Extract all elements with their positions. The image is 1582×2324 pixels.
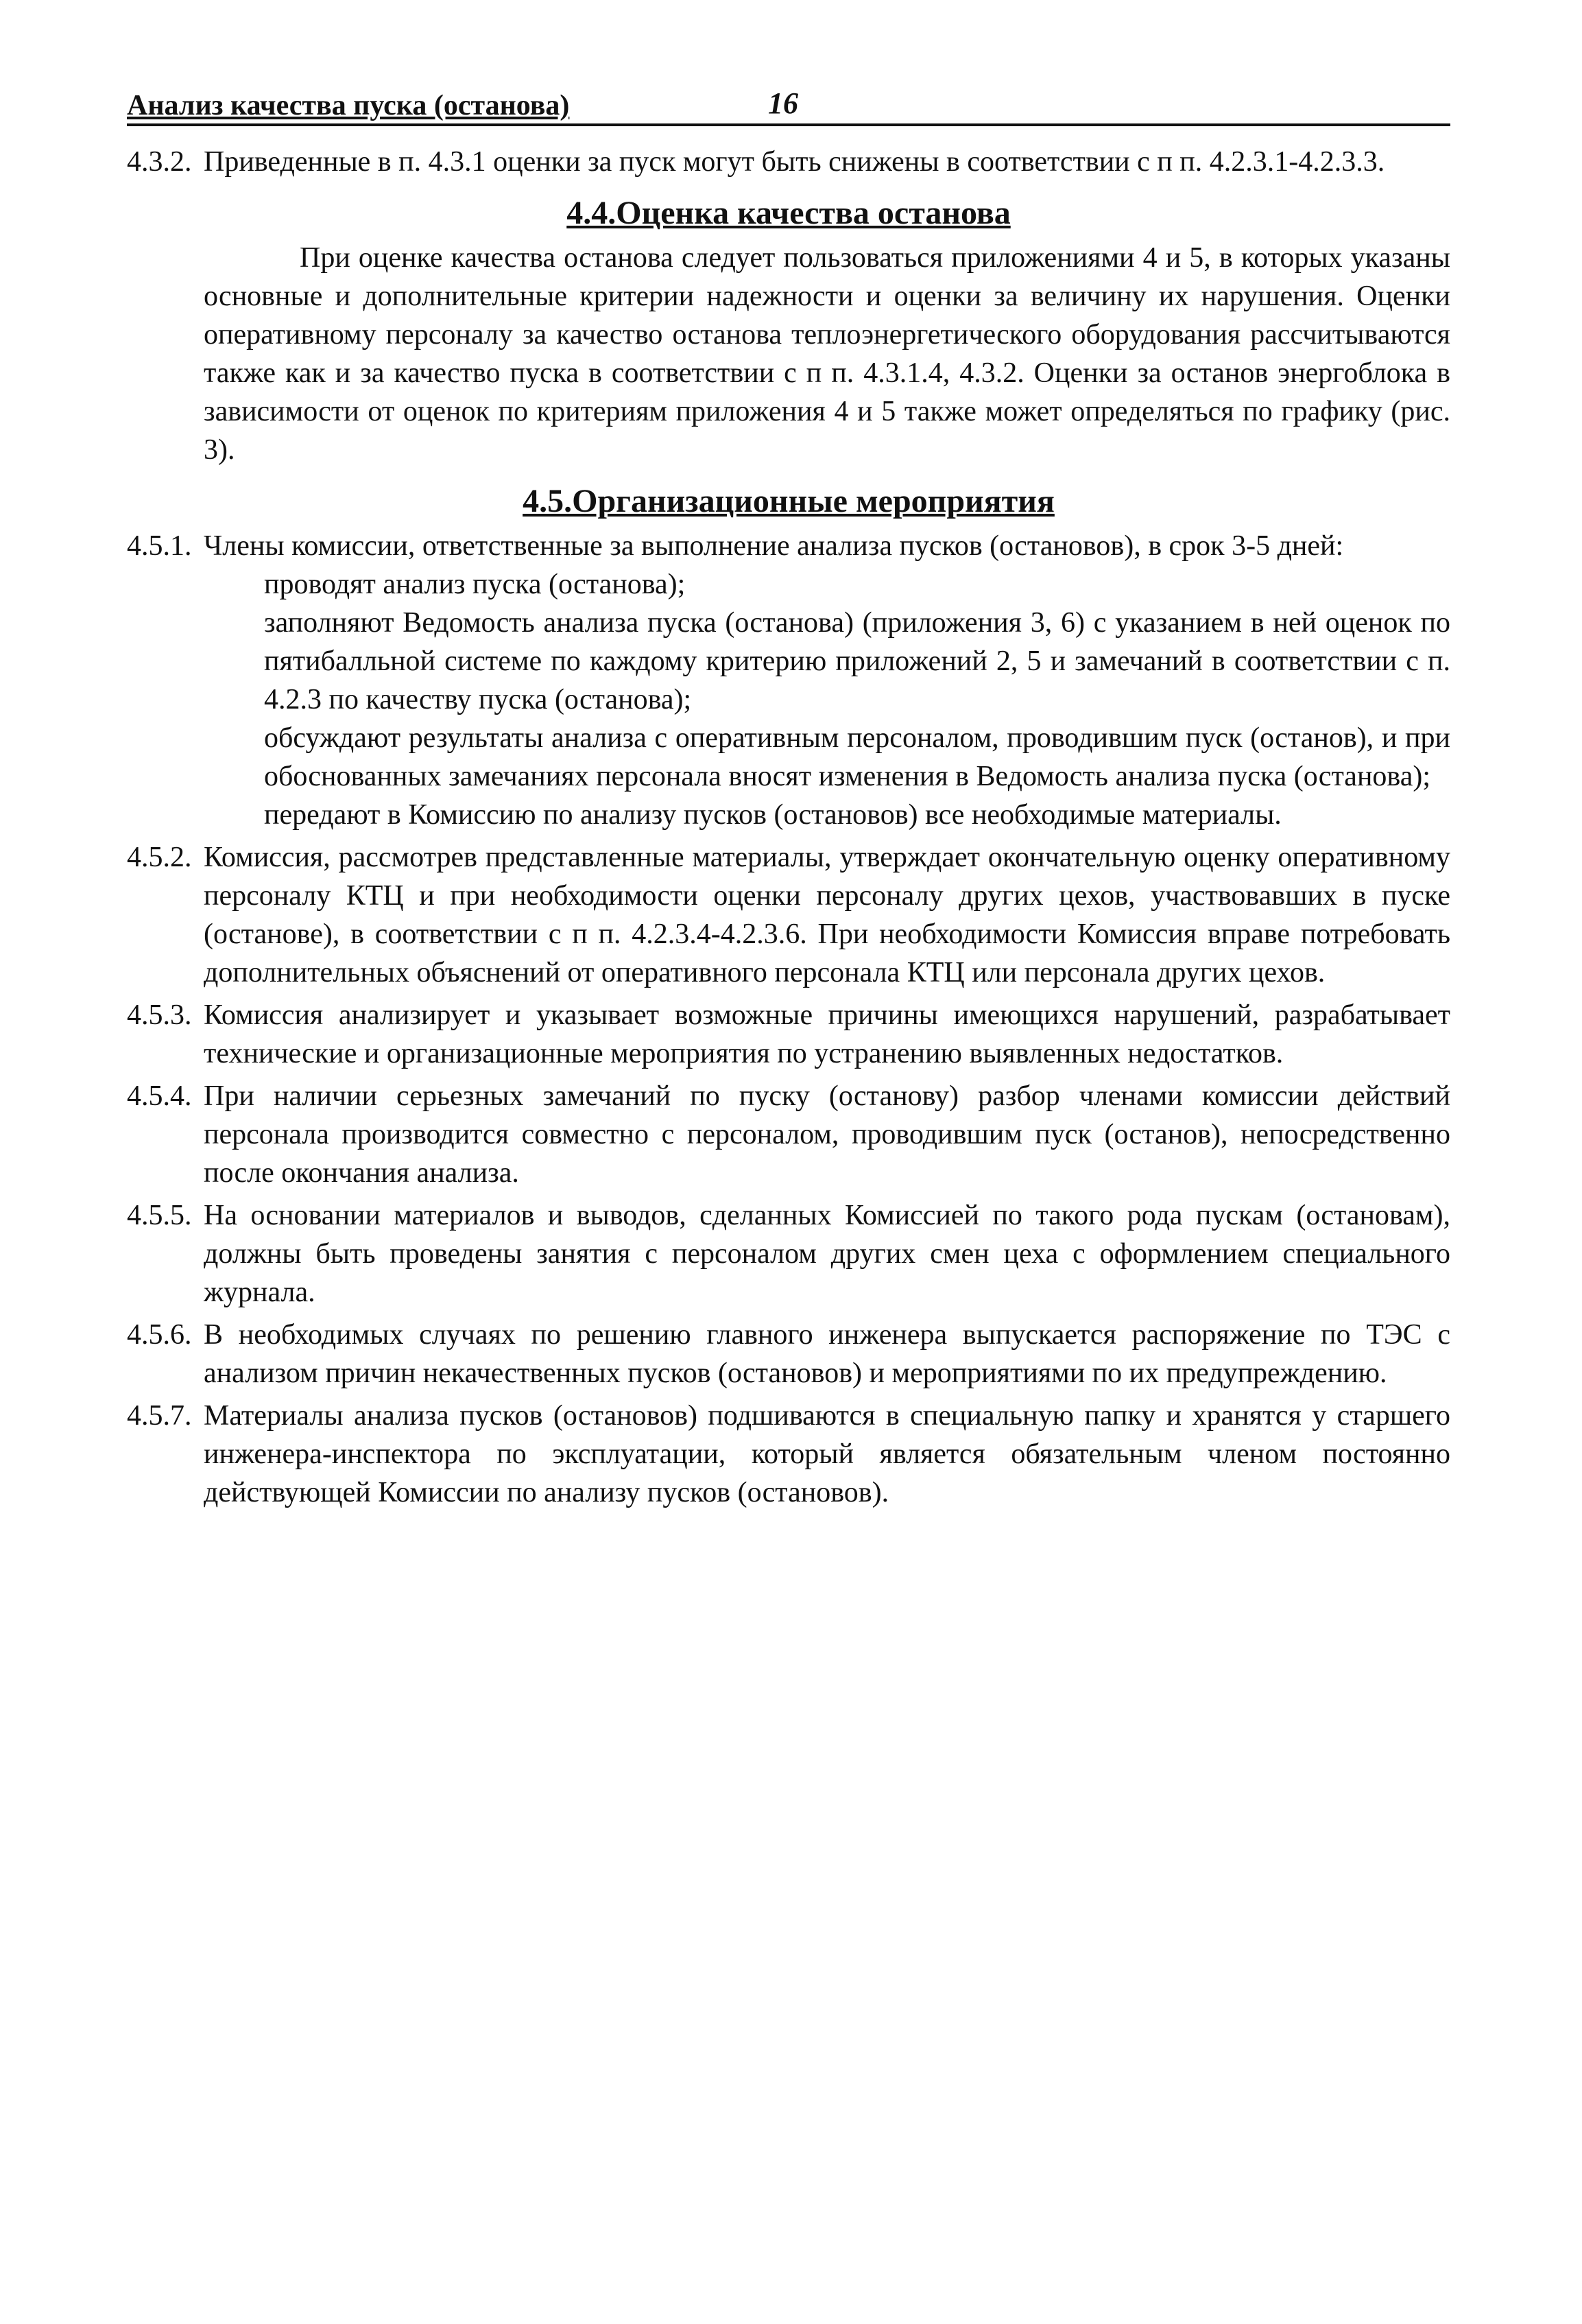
- clause-4-5-1-subitem: заполняют Ведомость анализа пуска (останова) (приложения 3, 6) с указанием в ней оценок по пятибалльной системе по каждому критерию приложений 2, 5 и замечаний в соответствии с п. 4.2.3 по качеству пуска (останова);: [264, 607, 1450, 715]
- clause-4-5-1-subitem: передают в Комиссию по анализу пусков (остановов) все необходимые материалы.: [264, 799, 1282, 831]
- section-heading-4-4: 4.4.Оценка качества останова: [566, 195, 1011, 231]
- clause-text: Материалы анализа пусков (остановов) подшиваются в специальную папку и хранятся у старшего инженера-инспектора по эксплуатации, который является обязательным членом постоянно действующей Комиссии по анализу пусков (остановов).: [204, 1400, 1450, 1508]
- clause-text: Комиссия, рассмотрев представленные материалы, утверждает окончательную оценку оперативному персоналу КТЦ и при необходимости оценки персоналу других цехов, участвовавших в пуске (останове), в соответствии с п п. 4.2.3.4-4.2.3.6. При необходимости Комиссия вправе потребовать дополнительных объяснений от оперативного персонала КТЦ или персонала других цехов.: [204, 842, 1450, 988]
- clause-text: Приведенные в п. 4.3.1 оценки за пуск могут быть снижены в соответствии с п п. 4.2.3.1-4.2.3.3.: [204, 146, 1385, 178]
- clause-4-5-3: [127, 996, 1450, 1073]
- clause-number: 4.3.2.: [127, 146, 192, 178]
- document-body: [127, 143, 1450, 1512]
- clause-4-5-1-subitem: проводят анализ пуска (останова);: [264, 569, 686, 600]
- clause-4-5-6: [127, 1316, 1450, 1392]
- clause-number: 4.5.5.: [127, 1200, 192, 1231]
- clause-text: Члены комиссии, ответственные за выполнение анализа пусков (остановов), в срок 3-5 дней:: [204, 530, 1344, 562]
- clause-text: В необходимых случаях по решению главного инженера выпускается распоряжение по ТЭС с анализом причин некачественных пусков (остановов) и мероприятиями по их предупреждению.: [204, 1319, 1450, 1389]
- page-number: 16: [768, 86, 798, 120]
- clause-text: На основании материалов и выводов, сделанных Комиссией по такого рода пускам (остановам), должны быть проведены занятия с персоналом других смен цеха с оформлением специального журнала.: [204, 1200, 1450, 1308]
- clause-4-3-2: [127, 143, 1450, 181]
- clause-4-5-1-subitem: обсуждают результаты анализа с оперативным персоналом, проводившим пуск (останов), и при обоснованных замечаниях персонала вносят изменения в Ведомость анализа пуска (останова);: [264, 722, 1450, 792]
- clause-text: Комиссия анализирует и указывает возможные причины имеющихся нарушений, разрабатывает технические и организационные мероприятия по устранению выявленных недостатков.: [204, 999, 1450, 1069]
- clause-number: 4.5.2.: [127, 842, 192, 873]
- clause-4-5-2: [127, 838, 1450, 992]
- running-header: [127, 81, 1450, 126]
- section-heading-4-5: 4.5.Организационные мероприятия: [523, 483, 1055, 519]
- clause-number: 4.5.4.: [127, 1080, 192, 1112]
- clause-4-5-7: [127, 1397, 1450, 1512]
- clause-number: 4.5.1.: [127, 530, 192, 562]
- clause-4-5-5: [127, 1196, 1450, 1312]
- clause-text: При наличии серьезных замечаний по пуску (останову) разбор членами комиссии действий персонала производится совместно с персоналом, проводившим пуск (останов), непосредственно после окончания анализа.: [204, 1080, 1450, 1189]
- section-4-4-paragraph: При оценке качества останова следует пользоваться приложениями 4 и 5, в которых указаны основные и дополнительные критерии надежности и оценки за величину их нарушения. Оценки оперативному персоналу за качество останова теплоэнергетического оборудования рассчитываются также как и за качество пуска в соответствии с п п. 4.3.1.4, 4.3.2. Оценки за останов энергоблока в зависимости от оценок по критериям приложения 4 и 5 также может определяться по графику (рис. 3).: [204, 242, 1450, 466]
- clause-number: 4.5.6.: [127, 1319, 192, 1351]
- clause-number: 4.5.3.: [127, 999, 192, 1031]
- clause-4-5-1: [127, 527, 1450, 565]
- clause-4-5-4: [127, 1077, 1450, 1192]
- header-title: Анализ качества пуска (останова): [127, 90, 570, 121]
- clause-number: 4.5.7.: [127, 1400, 192, 1432]
